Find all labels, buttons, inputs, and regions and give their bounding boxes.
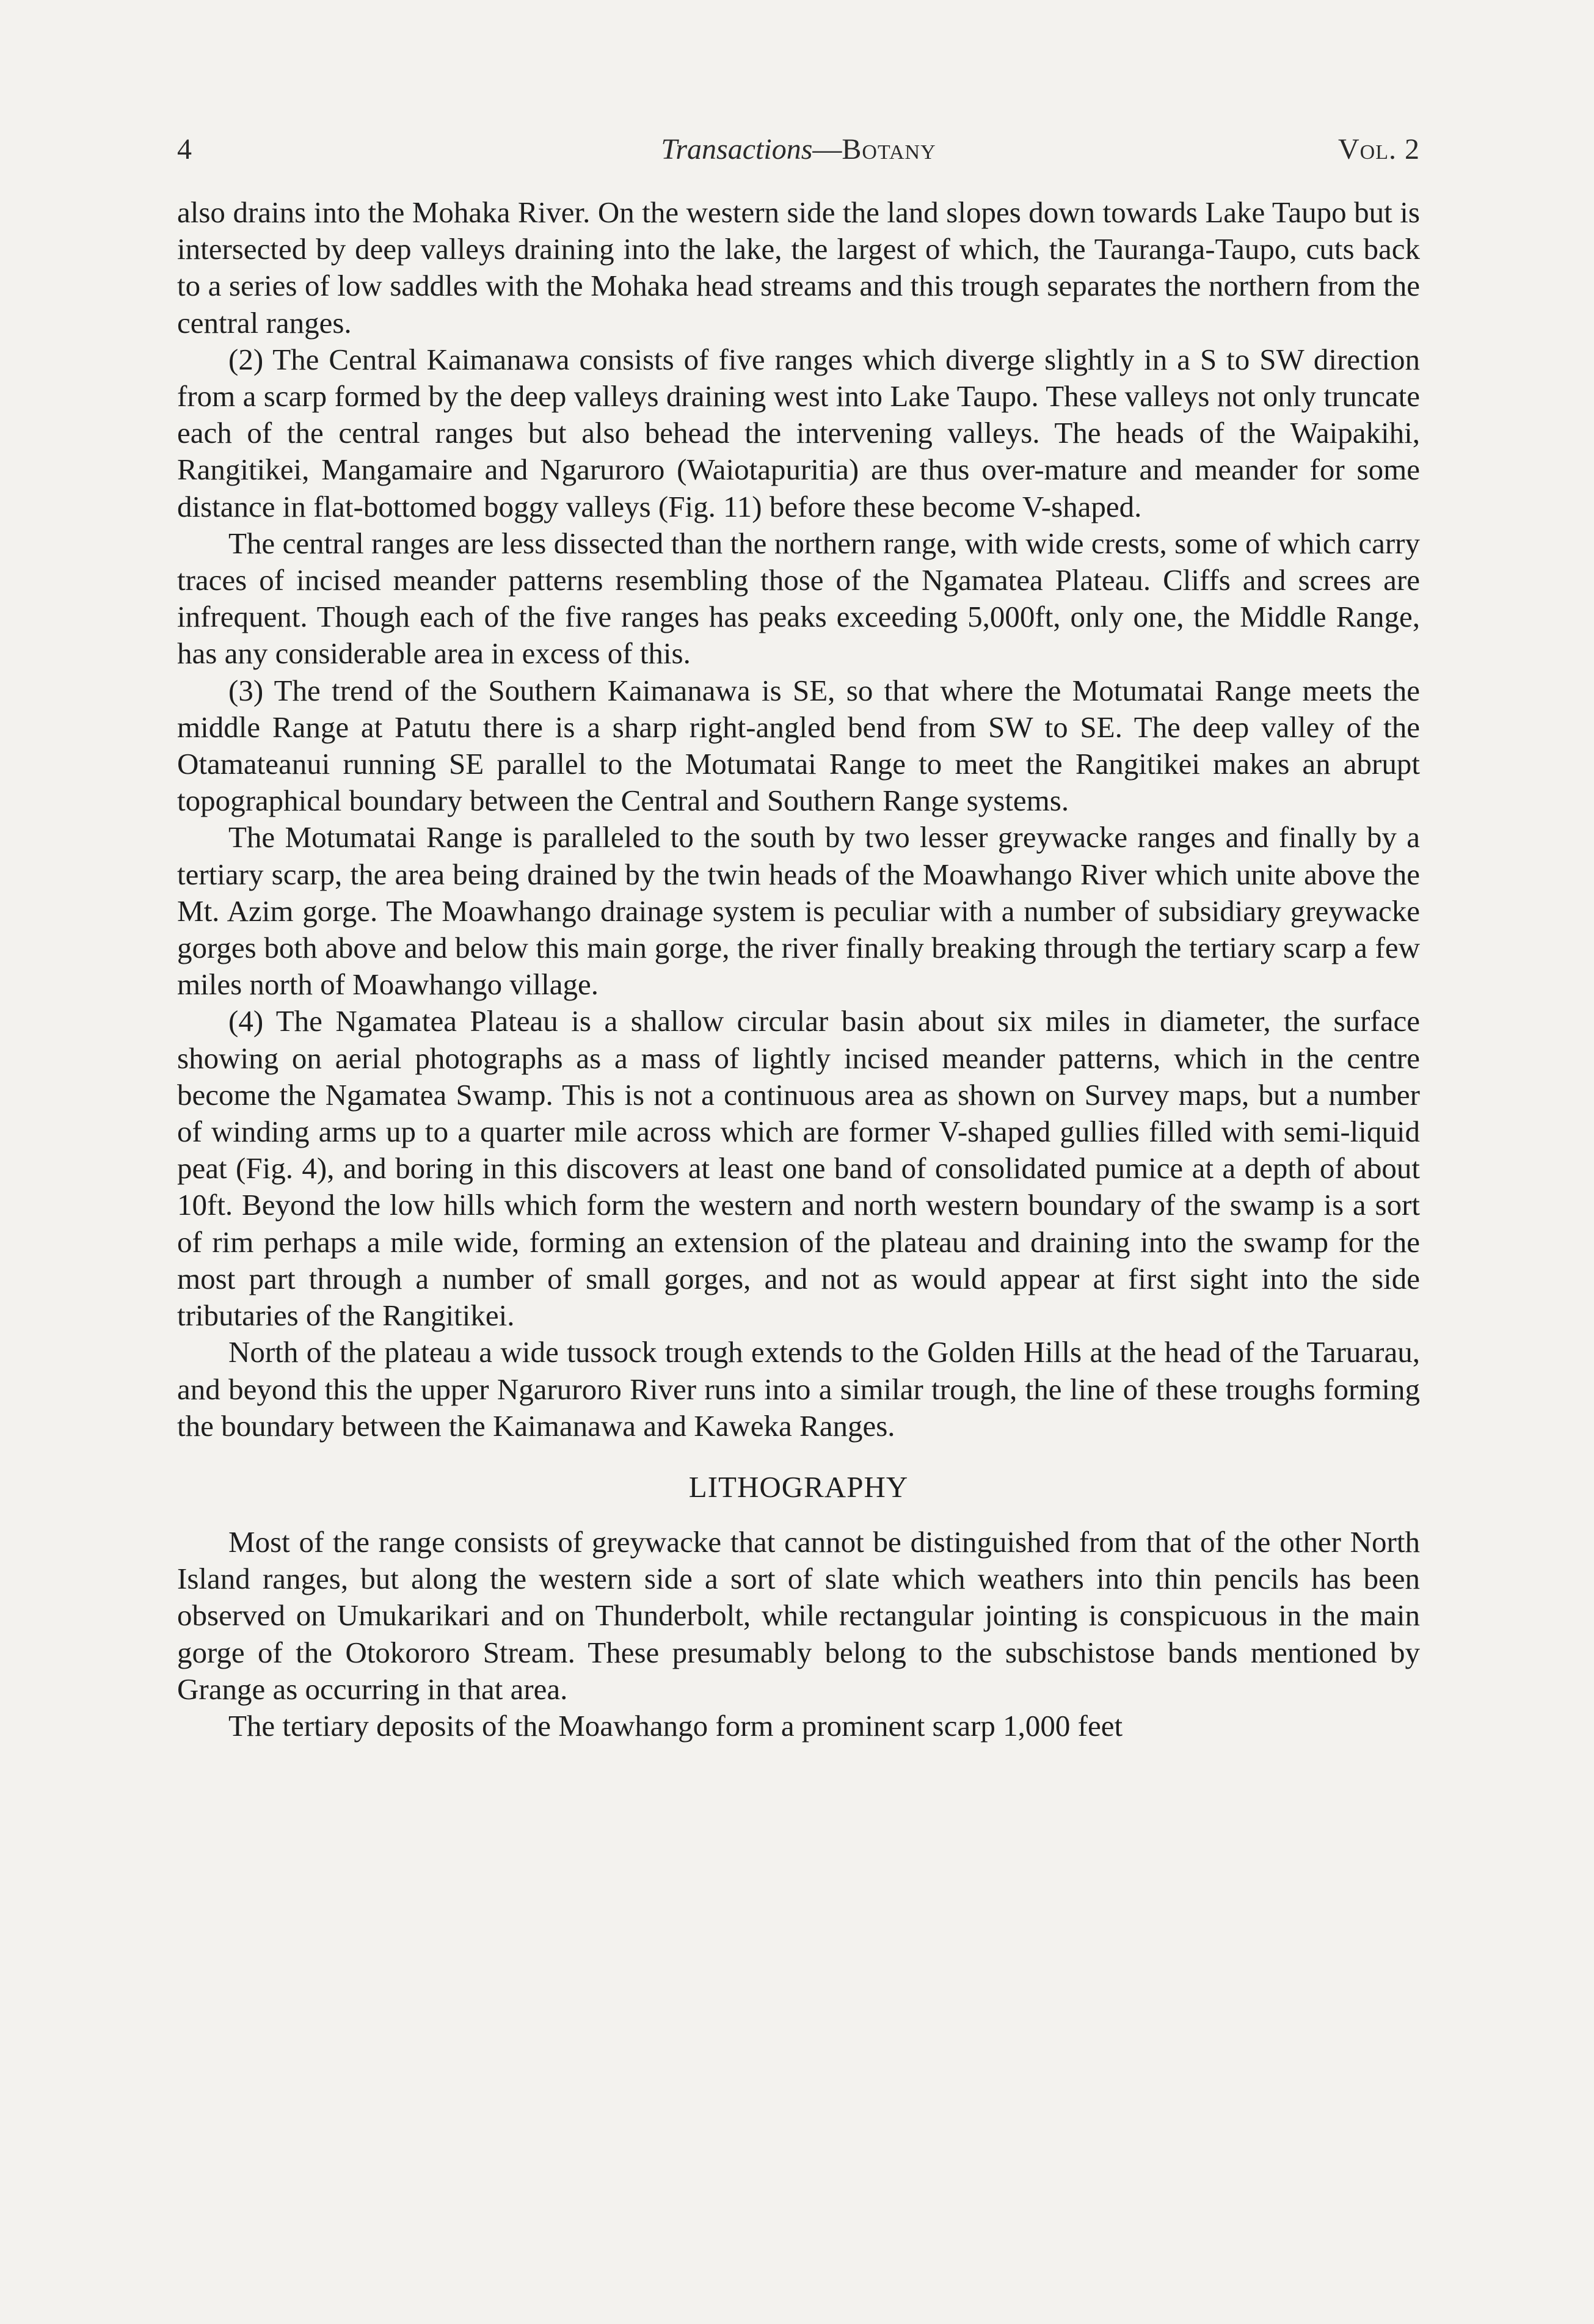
paragraph-southern-kaimanawa: (3) The trend of the Southern Kaimanawa is SE, so that where the Motumatai Range meets the middle Range at Patutu there is a sharp right-angled bend from SW to SE. The deep valley of the Otamateanui running SE parallel to the Motumatai Range to meet the Rangitikei makes an abrupt topographical boundary between the Central and Southern Range systems. — [177, 673, 1420, 818]
paragraph-greywacke: Most of the range consists of greywacke that cannot be distinguished from that of the other North Island ranges, but along the western side a sort of slate which weathers into thin pencils has been observed on Umukarikari and on Thunderbolt, while rectangular jointing is conspicuous in the main gorge of the Otokororo Stream. These presumably belong to the subschistose bands mentioned by Grange as occurring in that area. — [177, 1524, 1420, 1706]
paragraph-central-ranges: The central ranges are less dissected than the northern range, with wide crests, some of which carry traces of incised meander patterns resembling those of the Ngamatea Plateau. Cliffs and screes are infrequent. Though each of the five ranges has peaks exceeding 5,000ft, only one, the Middle Range, has any considerable area in excess of this. — [177, 526, 1420, 671]
paragraph-central-kaimanawa: (2) The Central Kaimanawa consists of five ranges which diverge slightly in a S to SW direction from a scarp formed by the deep valleys draining west into Lake Taupo. These valleys not only truncate each of the central ranges but also behead the intervening valleys. The heads of the Waipakihi, Rangitikei, Mangamaire and Ngaruroro (Waiotapuritia) are thus over-mature and meander for some distance in flat-bottomed boggy valleys (Fig. 11) before these become V-shaped. — [177, 342, 1420, 523]
paragraph-ngamatea-plateau: (4) The Ngamatea Plateau is a shallow circular basin about six miles in diameter, the surface showing on aerial photographs as a mass of lightly incised meander patterns, which in the centre become the Ngamatea Swamp. This is not a continuous area as shown on Survey maps, but a number of winding arms up to a quarter mile across which are former V-shaped gullies filled with semi-liquid peat (Fig. 4), and boring in this discovers at least one band of consolidated pumice at a depth of about 10ft. Beyond the low hills which form the western and north western boundary of the swamp is a sort of rim perhaps a mile wide, forming an extension of the plateau and draining into the swamp for the most part through a number of small gorges, and not as would appear at first sight into the side tributaries of the Rangitikei. — [177, 1004, 1420, 1333]
section-heading: LITHOGRAPHY — [688, 1470, 909, 1504]
running-title — [177, 122, 1420, 177]
paragraph-motumatai-range: The Motumatai Range is paralleled to the south by two lesser greywacke ranges and finally by a tertiary scarp, the area being drained by the twin heads of the Moawhango River which unite above the Mt. Azim gorge. The Moawhango drainage system is peculiar with a number of subsidiary greywacke gorges both above and below this main gorge, the river finally breaking through the tertiary scarp a few miles north of Moawhango village. — [177, 820, 1420, 1002]
page-number: 4 — [177, 133, 192, 166]
paragraph-tertiary-deposits: The tertiary deposits of the Moawhango form a prominent scarp 1,000 feet — [228, 1708, 1123, 1743]
journal-name: Transactions — [661, 133, 813, 166]
paragraph-continuation: also drains into the Mohaka River. On the western side the land slopes down towards Lake Taupo but is intersected by deep valleys draining into the lake, the largest of which, the Tauranga-Taupo, cuts back to a series of low saddles with the Mohaka head streams and this trough separates the northern from the central ranges. — [177, 195, 1420, 340]
paragraph-tussock-trough: North of the plateau a wide tussock trough extends to the Golden Hills at the head of the Taruarau, and beyond this the upper Ngaruroro River runs into a similar trough, the line of these troughs forming the boundary between the Kaimanawa and Kaweka Ranges. — [177, 1335, 1420, 1443]
section-name: Botany — [842, 133, 936, 166]
running-head — [177, 122, 1420, 177]
title-dash: — — [812, 133, 842, 166]
volume-label: Vol. 2 — [1338, 133, 1420, 166]
body-text — [177, 194, 1420, 1744]
page — [177, 122, 1420, 2297]
